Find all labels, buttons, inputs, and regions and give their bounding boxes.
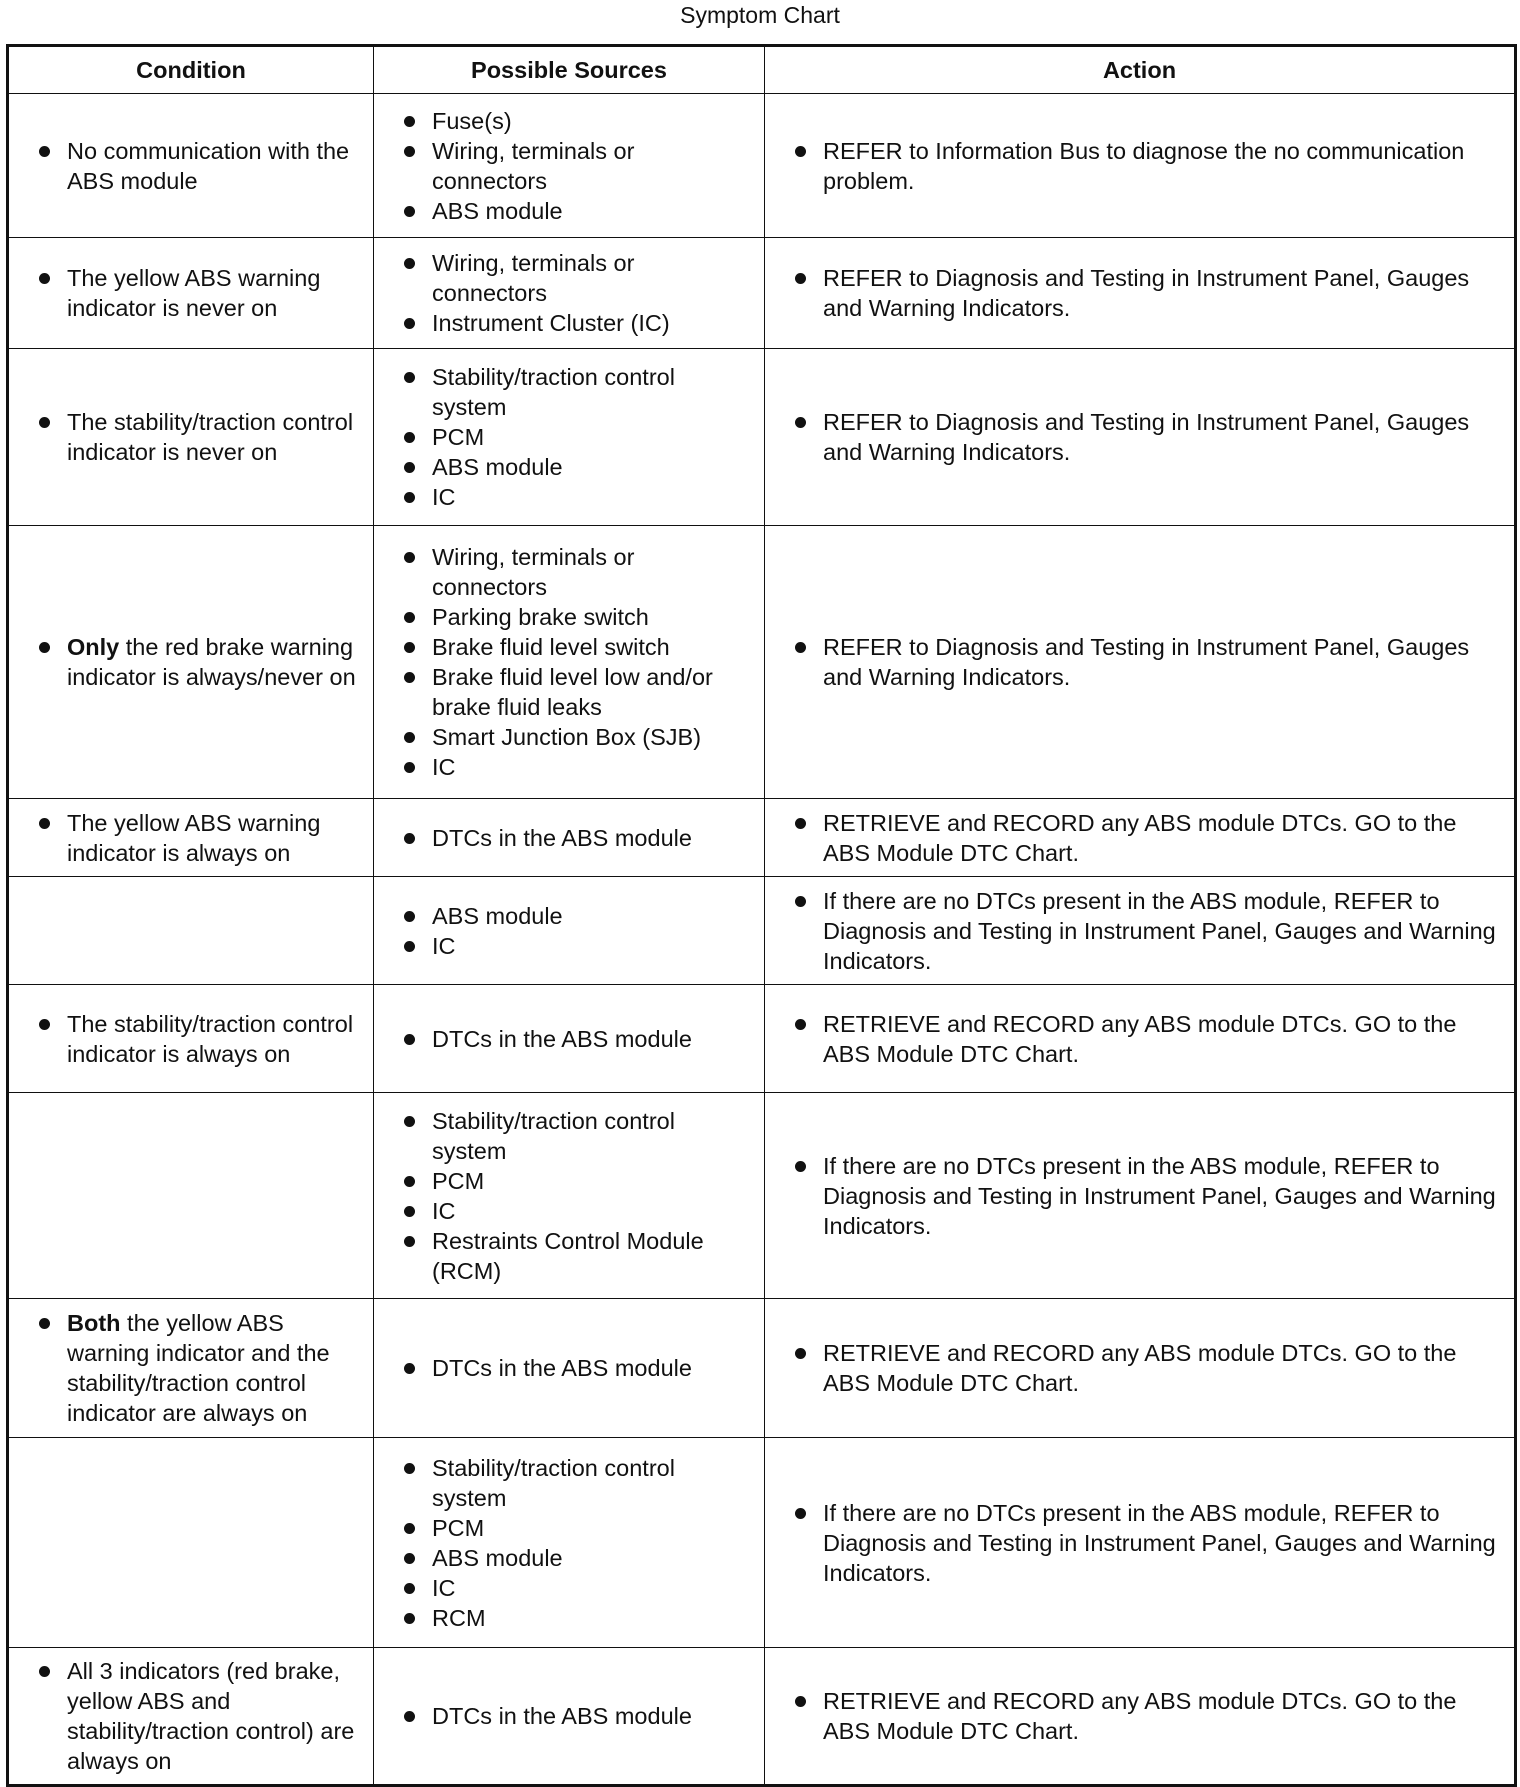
condition-cell <box>8 349 374 526</box>
action-item: If there are no DTCs present in the ABS module, REFER to Diagnosis and Testing in Instrument Panel, Gauges and Warning Indicators. <box>765 886 1504 976</box>
condition-item <box>9 1308 363 1428</box>
sources-list <box>374 823 764 853</box>
table-row <box>8 1438 1516 1648</box>
condition-item <box>9 407 363 467</box>
sources-list <box>374 1353 764 1383</box>
action-list <box>765 263 1514 323</box>
header-action: Action <box>765 46 1516 94</box>
action-cell <box>765 1299 1516 1438</box>
condition-list <box>9 1656 373 1776</box>
condition-item <box>9 136 363 196</box>
possible-sources-cell <box>374 526 765 799</box>
table-row <box>8 1299 1516 1438</box>
source-item: Stability/traction control system <box>374 362 754 422</box>
source-item: Stability/traction control system <box>374 1453 754 1513</box>
source-item: Smart Junction Box (SJB) <box>374 722 754 752</box>
possible-sources-cell <box>374 1648 765 1786</box>
action-item: REFER to Diagnosis and Testing in Instrument Panel, Gauges and Warning Indicators. <box>765 407 1504 467</box>
source-item: Wiring, terminals or connectors <box>374 248 754 308</box>
condition-text: the red brake warning indicator is always/never on <box>67 634 356 690</box>
condition-emphasis: Only <box>67 634 120 660</box>
sources-list <box>374 248 764 338</box>
possible-sources-cell <box>374 1299 765 1438</box>
action-list <box>765 1151 1514 1241</box>
header-possible-sources: Possible Sources <box>374 46 765 94</box>
source-item: PCM <box>374 1166 754 1196</box>
page-title: Symptom Chart <box>680 2 840 28</box>
source-item: ABS module <box>374 452 754 482</box>
source-item: Brake fluid level switch <box>374 632 754 662</box>
table-body <box>8 94 1516 1786</box>
condition-text: The yellow ABS warning indicator is always on <box>67 809 321 866</box>
action-cell <box>765 349 1516 526</box>
possible-sources-cell <box>374 94 765 238</box>
source-item: RCM <box>374 1603 754 1633</box>
source-item: IC <box>374 1573 754 1603</box>
table-row <box>8 985 1516 1093</box>
action-list <box>765 136 1514 196</box>
source-item: Instrument Cluster (IC) <box>374 308 754 338</box>
action-cell <box>765 985 1516 1093</box>
sources-list <box>374 362 764 512</box>
source-item: DTCs in the ABS module <box>374 1024 754 1054</box>
source-item: DTCs in the ABS module <box>374 1353 754 1383</box>
possible-sources-cell <box>374 238 765 349</box>
condition-text: the yellow ABS warning indicator and the stability/traction control indicator are always on <box>67 1310 330 1426</box>
action-list <box>765 1338 1514 1398</box>
source-item: Restraints Control Module (RCM) <box>374 1226 754 1286</box>
condition-list <box>9 632 373 692</box>
source-item: PCM <box>374 1513 754 1543</box>
action-item: REFER to Information Bus to diagnose the no communication problem. <box>765 136 1504 196</box>
sources-list <box>374 1106 764 1286</box>
condition-cell <box>8 985 374 1093</box>
condition-text: No communication with the ABS module <box>67 137 350 194</box>
action-list <box>765 1009 1514 1069</box>
action-list <box>765 632 1514 692</box>
possible-sources-cell <box>374 877 765 985</box>
action-item: REFER to Diagnosis and Testing in Instrument Panel, Gauges and Warning Indicators. <box>765 632 1504 692</box>
sources-list <box>374 901 764 961</box>
possible-sources-cell <box>374 1438 765 1648</box>
condition-text: The yellow ABS warning indicator is never on <box>67 265 321 321</box>
action-item: RETRIEVE and RECORD any ABS module DTCs. GO to the ABS Module DTC Chart. <box>765 1009 1504 1069</box>
sources-list <box>374 542 764 782</box>
sources-list <box>374 1701 764 1731</box>
header-condition: Condition <box>8 46 374 94</box>
condition-list <box>9 263 373 323</box>
action-cell <box>765 1648 1516 1786</box>
condition-cell <box>8 1093 374 1299</box>
table-row <box>8 349 1516 526</box>
action-list <box>765 1686 1514 1746</box>
action-item: RETRIEVE and RECORD any ABS module DTCs. GO to the ABS Module DTC Chart. <box>765 1338 1504 1398</box>
symptom-chart-table <box>6 44 1517 1787</box>
source-item: DTCs in the ABS module <box>374 1701 754 1731</box>
condition-list <box>9 1308 373 1428</box>
source-item: Wiring, terminals or connectors <box>374 136 754 196</box>
source-item: ABS module <box>374 901 754 931</box>
condition-cell <box>8 1648 374 1786</box>
condition-text: The stability/traction control indicator is always on <box>67 1010 354 1067</box>
source-item: IC <box>374 752 754 782</box>
header-row <box>8 46 1516 94</box>
condition-item <box>9 1009 363 1069</box>
condition-cell <box>8 94 374 238</box>
sources-list <box>374 1453 764 1633</box>
condition-list <box>9 407 373 467</box>
table-row <box>8 94 1516 238</box>
possible-sources-cell <box>374 349 765 526</box>
source-item: IC <box>374 482 754 512</box>
action-cell <box>765 238 1516 349</box>
condition-item <box>9 1656 363 1776</box>
condition-cell <box>8 799 374 877</box>
table-row <box>8 1648 1516 1786</box>
condition-list <box>9 136 373 196</box>
source-item: ABS module <box>374 196 754 226</box>
action-list <box>765 1498 1514 1588</box>
table-row <box>8 799 1516 877</box>
condition-cell <box>8 877 374 985</box>
action-item: RETRIEVE and RECORD any ABS module DTCs. GO to the ABS Module DTC Chart. <box>765 1686 1504 1746</box>
action-list <box>765 886 1514 976</box>
action-cell <box>765 94 1516 238</box>
condition-emphasis: Both <box>67 1310 121 1336</box>
source-item: Wiring, terminals or connectors <box>374 542 754 602</box>
source-item: Fuse(s) <box>374 106 754 136</box>
table-row <box>8 1093 1516 1299</box>
action-cell <box>765 877 1516 985</box>
source-item: Brake fluid level low and/or brake fluid leaks <box>374 662 754 722</box>
condition-item <box>9 808 363 868</box>
condition-text: The stability/traction control indicator is never on <box>67 409 354 465</box>
source-item: Stability/traction control system <box>374 1106 754 1166</box>
sources-list <box>374 106 764 226</box>
action-cell <box>765 1093 1516 1299</box>
condition-list <box>9 1009 373 1069</box>
action-item: RETRIEVE and RECORD any ABS module DTCs. GO to the ABS Module DTC Chart. <box>765 808 1504 868</box>
source-item: IC <box>374 931 754 961</box>
table-row <box>8 526 1516 799</box>
table-row <box>8 238 1516 349</box>
action-item: If there are no DTCs present in the ABS module, REFER to Diagnosis and Testing in Instrument Panel, Gauges and Warning Indicators. <box>765 1498 1504 1588</box>
action-cell <box>765 1438 1516 1648</box>
condition-item <box>9 263 363 323</box>
condition-cell <box>8 526 374 799</box>
source-item: Parking brake switch <box>374 602 754 632</box>
action-cell <box>765 526 1516 799</box>
condition-cell <box>8 238 374 349</box>
possible-sources-cell <box>374 1093 765 1299</box>
action-item: REFER to Diagnosis and Testing in Instrument Panel, Gauges and Warning Indicators. <box>765 263 1504 323</box>
action-item: If there are no DTCs present in the ABS module, REFER to Diagnosis and Testing in Instrument Panel, Gauges and Warning Indicators. <box>765 1151 1504 1241</box>
sources-list <box>374 1024 764 1054</box>
action-cell <box>765 799 1516 877</box>
possible-sources-cell <box>374 985 765 1093</box>
action-list <box>765 808 1514 868</box>
source-item: IC <box>374 1196 754 1226</box>
action-list <box>765 407 1514 467</box>
source-item: PCM <box>374 422 754 452</box>
condition-cell <box>8 1438 374 1648</box>
source-item: ABS module <box>374 1543 754 1573</box>
possible-sources-cell <box>374 799 765 877</box>
condition-item <box>9 632 363 692</box>
condition-cell <box>8 1299 374 1438</box>
source-item: DTCs in the ABS module <box>374 823 754 853</box>
table-row <box>8 877 1516 985</box>
condition-list <box>9 808 373 868</box>
condition-text: All 3 indicators (red brake, yellow ABS and stability/traction control) are always on <box>67 1658 355 1774</box>
